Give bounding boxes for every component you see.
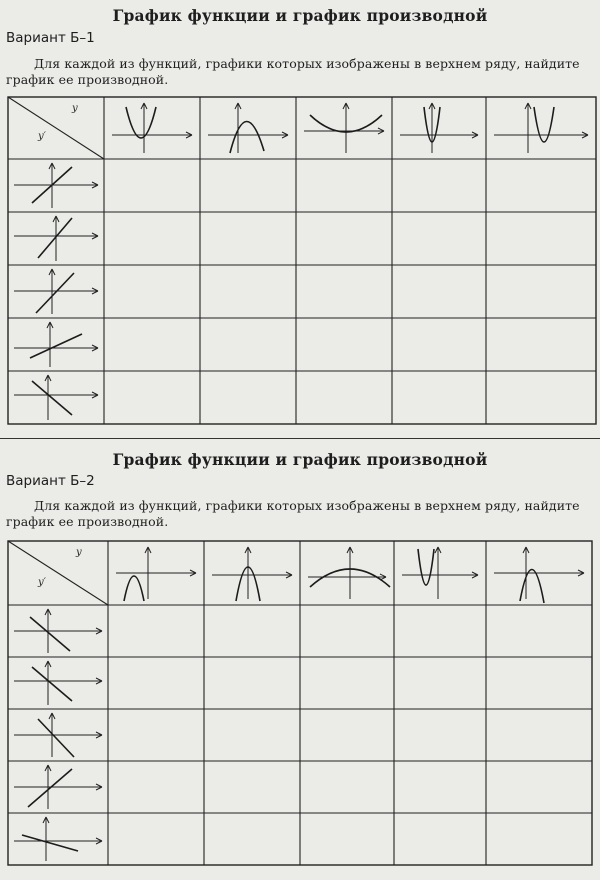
variant-label: Вариант Б–2 bbox=[6, 473, 95, 489]
variant-title: График функции и график производной bbox=[112, 450, 488, 469]
derivative-graph-icon bbox=[14, 817, 102, 861]
matching-table bbox=[0, 95, 600, 435]
function-graph-icon bbox=[112, 103, 192, 153]
answer-cell[interactable] bbox=[302, 711, 392, 759]
answer-cell[interactable] bbox=[206, 659, 298, 707]
answer-cell[interactable] bbox=[488, 161, 594, 210]
answer-cell[interactable] bbox=[488, 607, 590, 655]
answer-cell[interactable] bbox=[396, 763, 484, 811]
answer-cell[interactable] bbox=[110, 607, 202, 655]
answer-cell[interactable] bbox=[106, 320, 198, 369]
answer-cell[interactable] bbox=[206, 607, 298, 655]
answer-cell[interactable] bbox=[394, 214, 484, 263]
answer-cell[interactable] bbox=[106, 373, 198, 422]
answer-cell[interactable] bbox=[302, 659, 392, 707]
answer-cell[interactable] bbox=[298, 373, 390, 422]
matching-table bbox=[0, 537, 600, 877]
derivative-graph-icon bbox=[14, 765, 102, 809]
answer-cell[interactable] bbox=[396, 815, 484, 863]
answer-cell[interactable] bbox=[202, 161, 294, 210]
answer-cell[interactable] bbox=[202, 267, 294, 316]
function-graph-icon bbox=[208, 103, 288, 153]
answer-cell[interactable] bbox=[298, 214, 390, 263]
answer-cell[interactable] bbox=[394, 161, 484, 210]
answer-cell[interactable] bbox=[488, 815, 590, 863]
answer-cell[interactable] bbox=[488, 320, 594, 369]
answer-cell[interactable] bbox=[488, 267, 594, 316]
answer-cell[interactable] bbox=[488, 214, 594, 263]
answer-cell[interactable] bbox=[202, 320, 294, 369]
answer-cell[interactable] bbox=[302, 815, 392, 863]
corner-cell bbox=[8, 97, 104, 159]
derivative-graph-icon bbox=[14, 163, 98, 208]
corner-yprime-label: y′ bbox=[38, 131, 46, 142]
answer-cell[interactable] bbox=[396, 607, 484, 655]
answer-cell[interactable] bbox=[106, 161, 198, 210]
answer-cell[interactable] bbox=[394, 373, 484, 422]
corner-yprime-label: y′ bbox=[38, 577, 46, 588]
answer-cell[interactable] bbox=[302, 763, 392, 811]
answer-cell[interactable] bbox=[298, 161, 390, 210]
answer-cell[interactable] bbox=[488, 373, 594, 422]
variant-label: Вариант Б–1 bbox=[6, 30, 95, 46]
answer-cell[interactable] bbox=[206, 763, 298, 811]
answer-cell[interactable] bbox=[206, 711, 298, 759]
variant-title: График функции и график производной bbox=[112, 6, 488, 25]
function-graph-icon bbox=[402, 547, 478, 599]
answer-cell[interactable] bbox=[106, 267, 198, 316]
derivative-graph-icon bbox=[14, 269, 98, 314]
answer-cell[interactable] bbox=[394, 320, 484, 369]
derivative-graph-icon bbox=[14, 661, 102, 705]
answer-cell[interactable] bbox=[302, 607, 392, 655]
corner-y-label: y bbox=[72, 103, 78, 114]
answer-cell[interactable] bbox=[202, 214, 294, 263]
function-graph-icon bbox=[494, 103, 588, 153]
answer-cell[interactable] bbox=[488, 763, 590, 811]
answer-cell[interactable] bbox=[396, 659, 484, 707]
answer-cell[interactable] bbox=[110, 763, 202, 811]
answer-cell[interactable] bbox=[110, 659, 202, 707]
answer-cell[interactable] bbox=[106, 214, 198, 263]
answer-cell[interactable] bbox=[396, 711, 484, 759]
answer-cell[interactable] bbox=[488, 711, 590, 759]
section-divider bbox=[0, 438, 600, 439]
derivative-graph-icon bbox=[14, 375, 98, 420]
function-graph-icon bbox=[308, 547, 390, 599]
function-graph-icon bbox=[116, 547, 196, 601]
instruction-text: Для каждой из функций, графики которых изображены в верхнем ряду, найдите график ее производной. bbox=[6, 498, 580, 529]
corner-y-label: y bbox=[76, 547, 82, 558]
function-graph-icon bbox=[494, 547, 584, 603]
answer-cell[interactable] bbox=[488, 659, 590, 707]
function-graph-icon bbox=[212, 547, 292, 601]
answer-cell[interactable] bbox=[110, 815, 202, 863]
answer-cell[interactable] bbox=[110, 711, 202, 759]
answer-cell[interactable] bbox=[298, 320, 390, 369]
answer-cell[interactable] bbox=[206, 815, 298, 863]
derivative-graph-icon bbox=[14, 609, 102, 653]
answer-cell[interactable] bbox=[298, 267, 390, 316]
function-graph-icon bbox=[304, 103, 384, 153]
instruction-text: Для каждой из функций, графики которых изображены в верхнем ряду, найдите график ее производной. bbox=[6, 56, 580, 87]
derivative-graph-icon bbox=[14, 322, 98, 367]
function-graph-icon bbox=[400, 103, 478, 153]
answer-cell[interactable] bbox=[202, 373, 294, 422]
corner-cell bbox=[8, 541, 108, 605]
variant-b2-section bbox=[0, 445, 600, 880]
derivative-graph-icon bbox=[14, 216, 98, 261]
derivative-graph-icon bbox=[14, 713, 102, 757]
answer-cell[interactable] bbox=[394, 267, 484, 316]
